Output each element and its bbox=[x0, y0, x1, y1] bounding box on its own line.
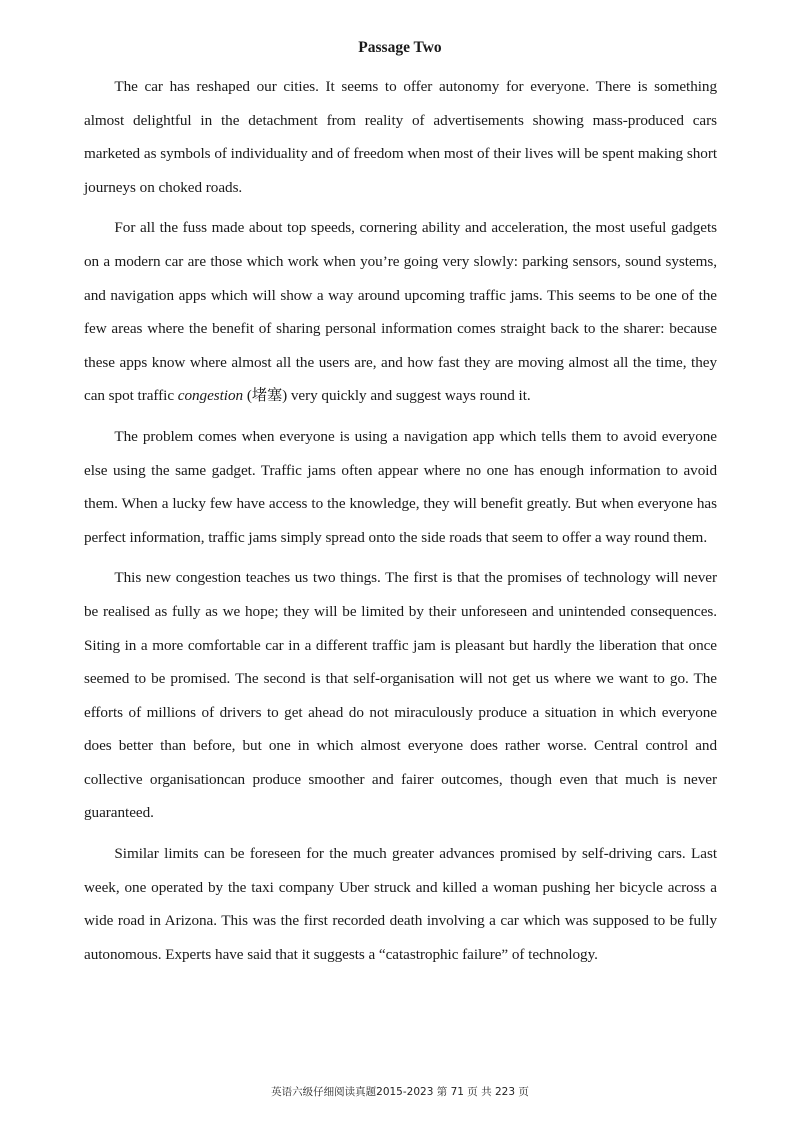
paragraph-1: The car has reshaped our cities. It seems to offer autonomy for everyone. There is something almost delightful in the detachment from reality of advertisements showing mass-produced cars marketed as symbols of individuality and of freedom when most of their lives will be spent making short journeys on choked roads. bbox=[84, 78, 717, 196]
footer-page-prefix: 第 bbox=[436, 1086, 448, 1098]
passage-body bbox=[84, 70, 717, 978]
footer-total-pages: 223 bbox=[494, 1086, 516, 1098]
paragraph-4: This new congestion teaches us two things. The first is that the promises of technology will never be realised as fully as we hope; they will be limited by their unforeseen and unintended consequences. Siting in a more comfortable car in a different traffic jam is pleasant but hardly the liberation that once seemed to be promised. The second is that self-organisation will not get us where we want to go. The efforts of millions of drivers to get ahead do not miraculously produce a situation in which everyone does better than before, but one in which almost everyone does rather worse. Central control and collective organisationcan produce smoother and fairer outcomes, though even that much is never guaranteed. bbox=[84, 569, 717, 822]
vocabulary-term: congestion bbox=[177, 387, 244, 405]
paragraph-3: The problem comes when everyone is using a navigation app which tells them to avoid everyone else using the same gadget. Traffic jams often appear where no one has enough information to avoid them. When a lucky few have access to the knowledge, they will benefit greatly. But when everyone has perfect information, traffic jams simply spread onto the side roads that seem to offer a way round them. bbox=[84, 427, 717, 546]
footer-page-number: 71 bbox=[450, 1086, 464, 1098]
footer-total-unit: 页 bbox=[518, 1086, 529, 1098]
paragraph-5: Similar limits can be foreseen for the much greater advances promised by self-driving cars. Last week, one operated by the taxi company Uber struck and killed a woman pushing her bicycle across a wide road in Arizona. This was the first recorded death involving a car which was supposed to be fully autonomous. Experts have said that it suggests a “catastrophic failure” of technology. bbox=[84, 845, 717, 963]
footer-source: 英语六级仔细阅读真题2015-2023 bbox=[271, 1086, 434, 1098]
paragraph-2: For all the fuss made about top speeds, cornering ability and acceleration, the most useful gadgets on a modern car are those which work when you’re going very slowly: parking sensors, sound systems, and navigation apps which will show a way around upcoming traffic jams. This seems to be one of the few areas where the benefit of sharing personal information comes straight back to the sharer: because these apps know where almost all the users are, and how fast they are moving almost all the time, they can spot traffic congestion (堵塞) very quickly and suggest ways round it. bbox=[84, 219, 717, 405]
footer-total-prefix: 共 bbox=[481, 1086, 492, 1098]
page-footer bbox=[0, 1085, 800, 1099]
footer-page-unit: 页 bbox=[467, 1086, 478, 1098]
passage-title: Passage Two bbox=[358, 39, 442, 56]
